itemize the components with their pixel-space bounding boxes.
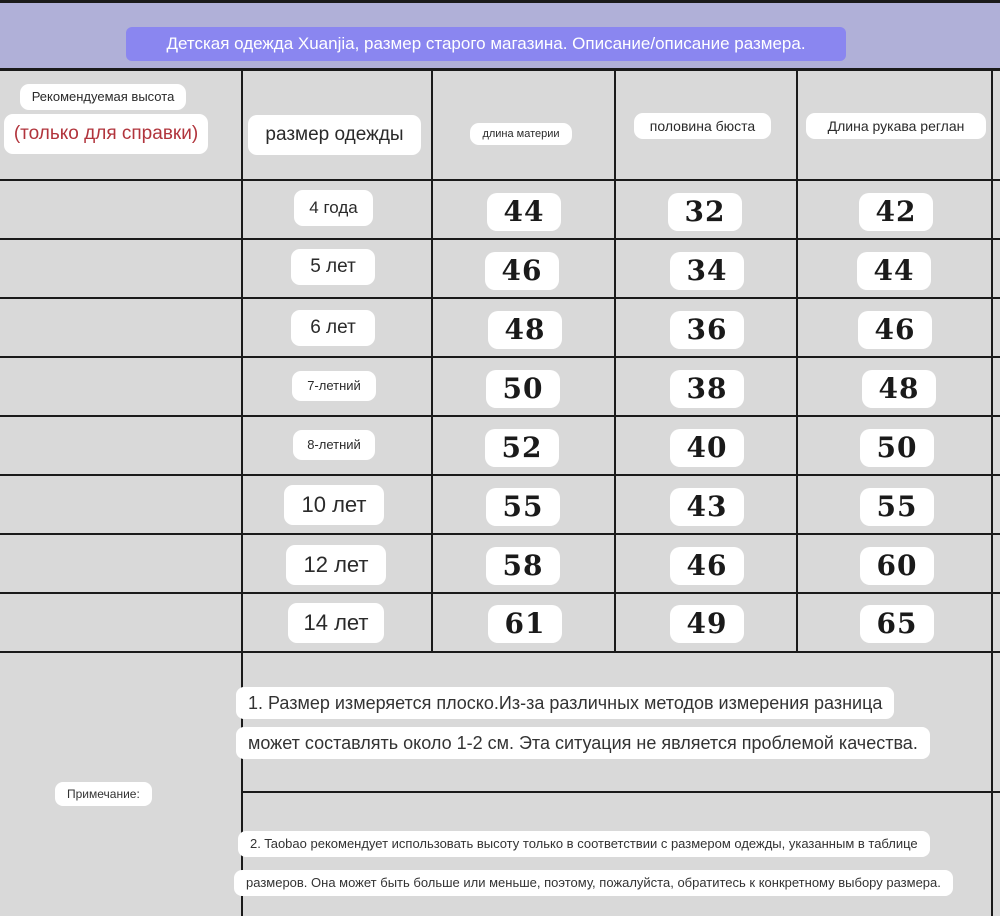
row-size: 5 лет [291,249,375,285]
row-size: 14 лет [288,603,384,643]
row-size: 6 лет [291,310,375,346]
row-sleeve: 65 [860,605,934,643]
header-sleeve: Длина рукава реглан [806,113,986,139]
row-size: 4 года [294,190,373,226]
header-height-note: (только для справки) [4,114,208,154]
row-length: 50 [486,370,560,408]
row-length: 48 [488,311,562,349]
header-height: Рекомендуемая высота [20,84,186,110]
note-1-line-2: может составлять около 1-2 см. Эта ситуация не является проблемой качества. [236,727,930,759]
row-length: 44 [487,193,561,231]
row-sleeve: 50 [860,429,934,467]
row-length: 61 [488,605,562,643]
row-size: 10 лет [284,485,384,525]
row-size: 7-летний [292,371,376,401]
header-length: длина материи [470,123,572,145]
row-length: 55 [486,488,560,526]
row-bust: 46 [670,547,744,585]
row-bust: 49 [670,605,744,643]
row-sleeve: 46 [858,311,932,349]
row-bust: 40 [670,429,744,467]
title-bar [0,0,1000,71]
row-bust: 43 [670,488,744,526]
row-sleeve: 42 [859,193,933,231]
page-title: Детская одежда Xuanjia, размер старого магазина. Описание/описание размера. [126,27,846,61]
row-length: 58 [486,547,560,585]
note-2-line-1: 2. Taobao рекомендует использовать высоту только в соответствии с размером одежды, указанным в таблице [238,831,930,857]
row-length: 52 [485,429,559,467]
row-sleeve: 55 [860,488,934,526]
row-bust: 32 [668,193,742,231]
note-1-line-1: 1. Размер измеряется плоско.Из-за различных методов измерения разница [236,687,894,719]
row-size: 8-летний [293,430,375,460]
row-sleeve: 44 [857,252,931,290]
row-sleeve: 60 [860,547,934,585]
row-bust: 36 [670,311,744,349]
row-sleeve: 48 [862,370,936,408]
note-2-line-2: размеров. Она может быть больше или меньше, поэтому, пожалуйста, обратитесь к конкретному выбору размера. [234,870,953,896]
row-bust: 34 [670,252,744,290]
notes-label: Примечание: [55,782,152,806]
row-length: 46 [485,252,559,290]
row-size: 12 лет [286,545,386,585]
header-size: размер одежды [248,115,421,155]
row-bust: 38 [670,370,744,408]
header-bust: половина бюста [634,113,771,139]
